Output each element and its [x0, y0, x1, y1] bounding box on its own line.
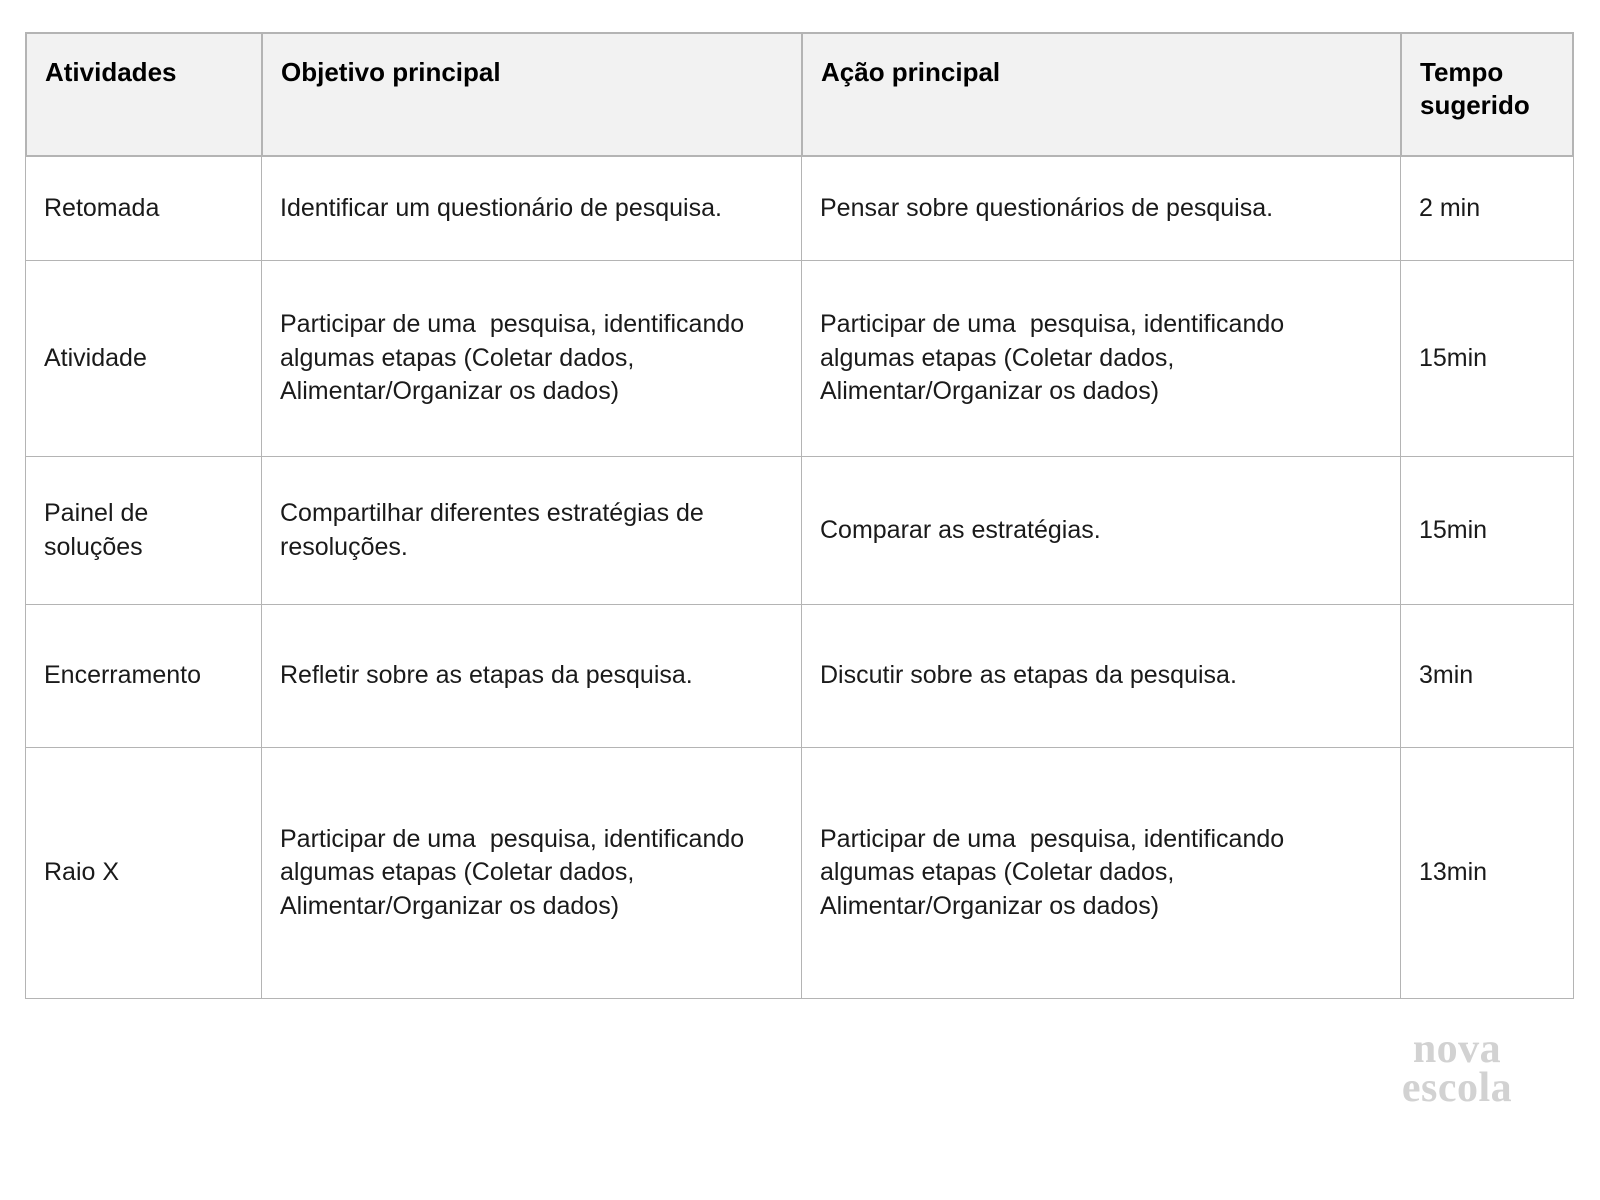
cell-tempo [1400, 605, 1574, 748]
cell-acao [801, 457, 1400, 605]
cell-tempo [1400, 157, 1574, 261]
cell-text: Participar de uma pesquisa, identificando algumas etapas (Coletar dados, Alimentar/Organizar os dados) [820, 824, 1292, 920]
cell-tempo [1400, 748, 1574, 999]
table-row [25, 157, 1574, 261]
cell-text: 3min [1419, 661, 1474, 690]
column-header-objetivo-principal: Objetivo principal [261, 32, 801, 157]
column-header-tempo-sugerido: Tempo sugerido [1400, 32, 1574, 157]
cell-text: Raio X [44, 858, 120, 887]
cell-objetivo [261, 157, 801, 261]
column-header-acao-principal: Ação principal [801, 32, 1400, 157]
cell-text: Participar de uma pesquisa, identificando algumas etapas (Coletar dados, Alimentar/Organizar os dados) [820, 310, 1292, 406]
cell-objetivo [261, 457, 801, 605]
cell-objetivo [261, 748, 801, 999]
cell-atividade-name [25, 605, 261, 748]
cell-acao [801, 748, 1400, 999]
logo-line-nova: nova [1412, 1026, 1502, 1072]
nova-escola-logo [1352, 1026, 1562, 1112]
cell-acao [801, 605, 1400, 748]
cell-objetivo [261, 261, 801, 457]
cell-text: 2 min [1419, 193, 1481, 222]
cell-acao [801, 261, 1400, 457]
cell-text: 15min [1419, 343, 1488, 372]
cell-tempo [1400, 457, 1574, 605]
table-row [25, 748, 1574, 999]
cell-text: Painel de soluções [44, 499, 156, 561]
cell-atividade-name [25, 261, 261, 457]
cell-text: Participar de uma pesquisa, identificando algumas etapas (Coletar dados, Alimentar/Organizar os dados) [280, 310, 752, 406]
logo-line-escola: escola [1401, 1065, 1513, 1112]
column-header-atividades: Atividades [25, 32, 261, 157]
table-header [25, 32, 1574, 157]
cell-text: Refletir sobre as etapas da pesquisa. [280, 661, 693, 690]
cell-text: Compartilhar diferentes estratégias de resoluções. [280, 499, 711, 561]
cell-text: 13min [1419, 858, 1488, 887]
cell-tempo [1400, 261, 1574, 457]
cell-atividade-name [25, 157, 261, 261]
cell-text: Participar de uma pesquisa, identificando algumas etapas (Coletar dados, Alimentar/Organizar os dados) [280, 824, 752, 920]
cell-text: Pensar sobre questionários de pesquisa. [820, 193, 1274, 222]
table-row [25, 605, 1574, 748]
table-body [25, 157, 1574, 999]
cell-text: 15min [1419, 515, 1488, 544]
cell-text: Atividade [44, 343, 147, 372]
cell-text: Comparar as estratégias. [820, 515, 1101, 544]
table-header-row [25, 32, 1574, 157]
cell-text: Encerramento [44, 661, 202, 690]
cell-text: Retomada [44, 193, 160, 222]
activities-table [25, 32, 1574, 999]
table-row [25, 457, 1574, 605]
cell-text: Identificar um questionário de pesquisa. [280, 193, 722, 222]
cell-atividade-name [25, 457, 261, 605]
cell-objetivo [261, 605, 801, 748]
cell-acao [801, 157, 1400, 261]
activities-table-container [25, 32, 1574, 999]
table-row [25, 261, 1574, 457]
cell-atividade-name [25, 748, 261, 999]
cell-text: Discutir sobre as etapas da pesquisa. [820, 661, 1237, 690]
